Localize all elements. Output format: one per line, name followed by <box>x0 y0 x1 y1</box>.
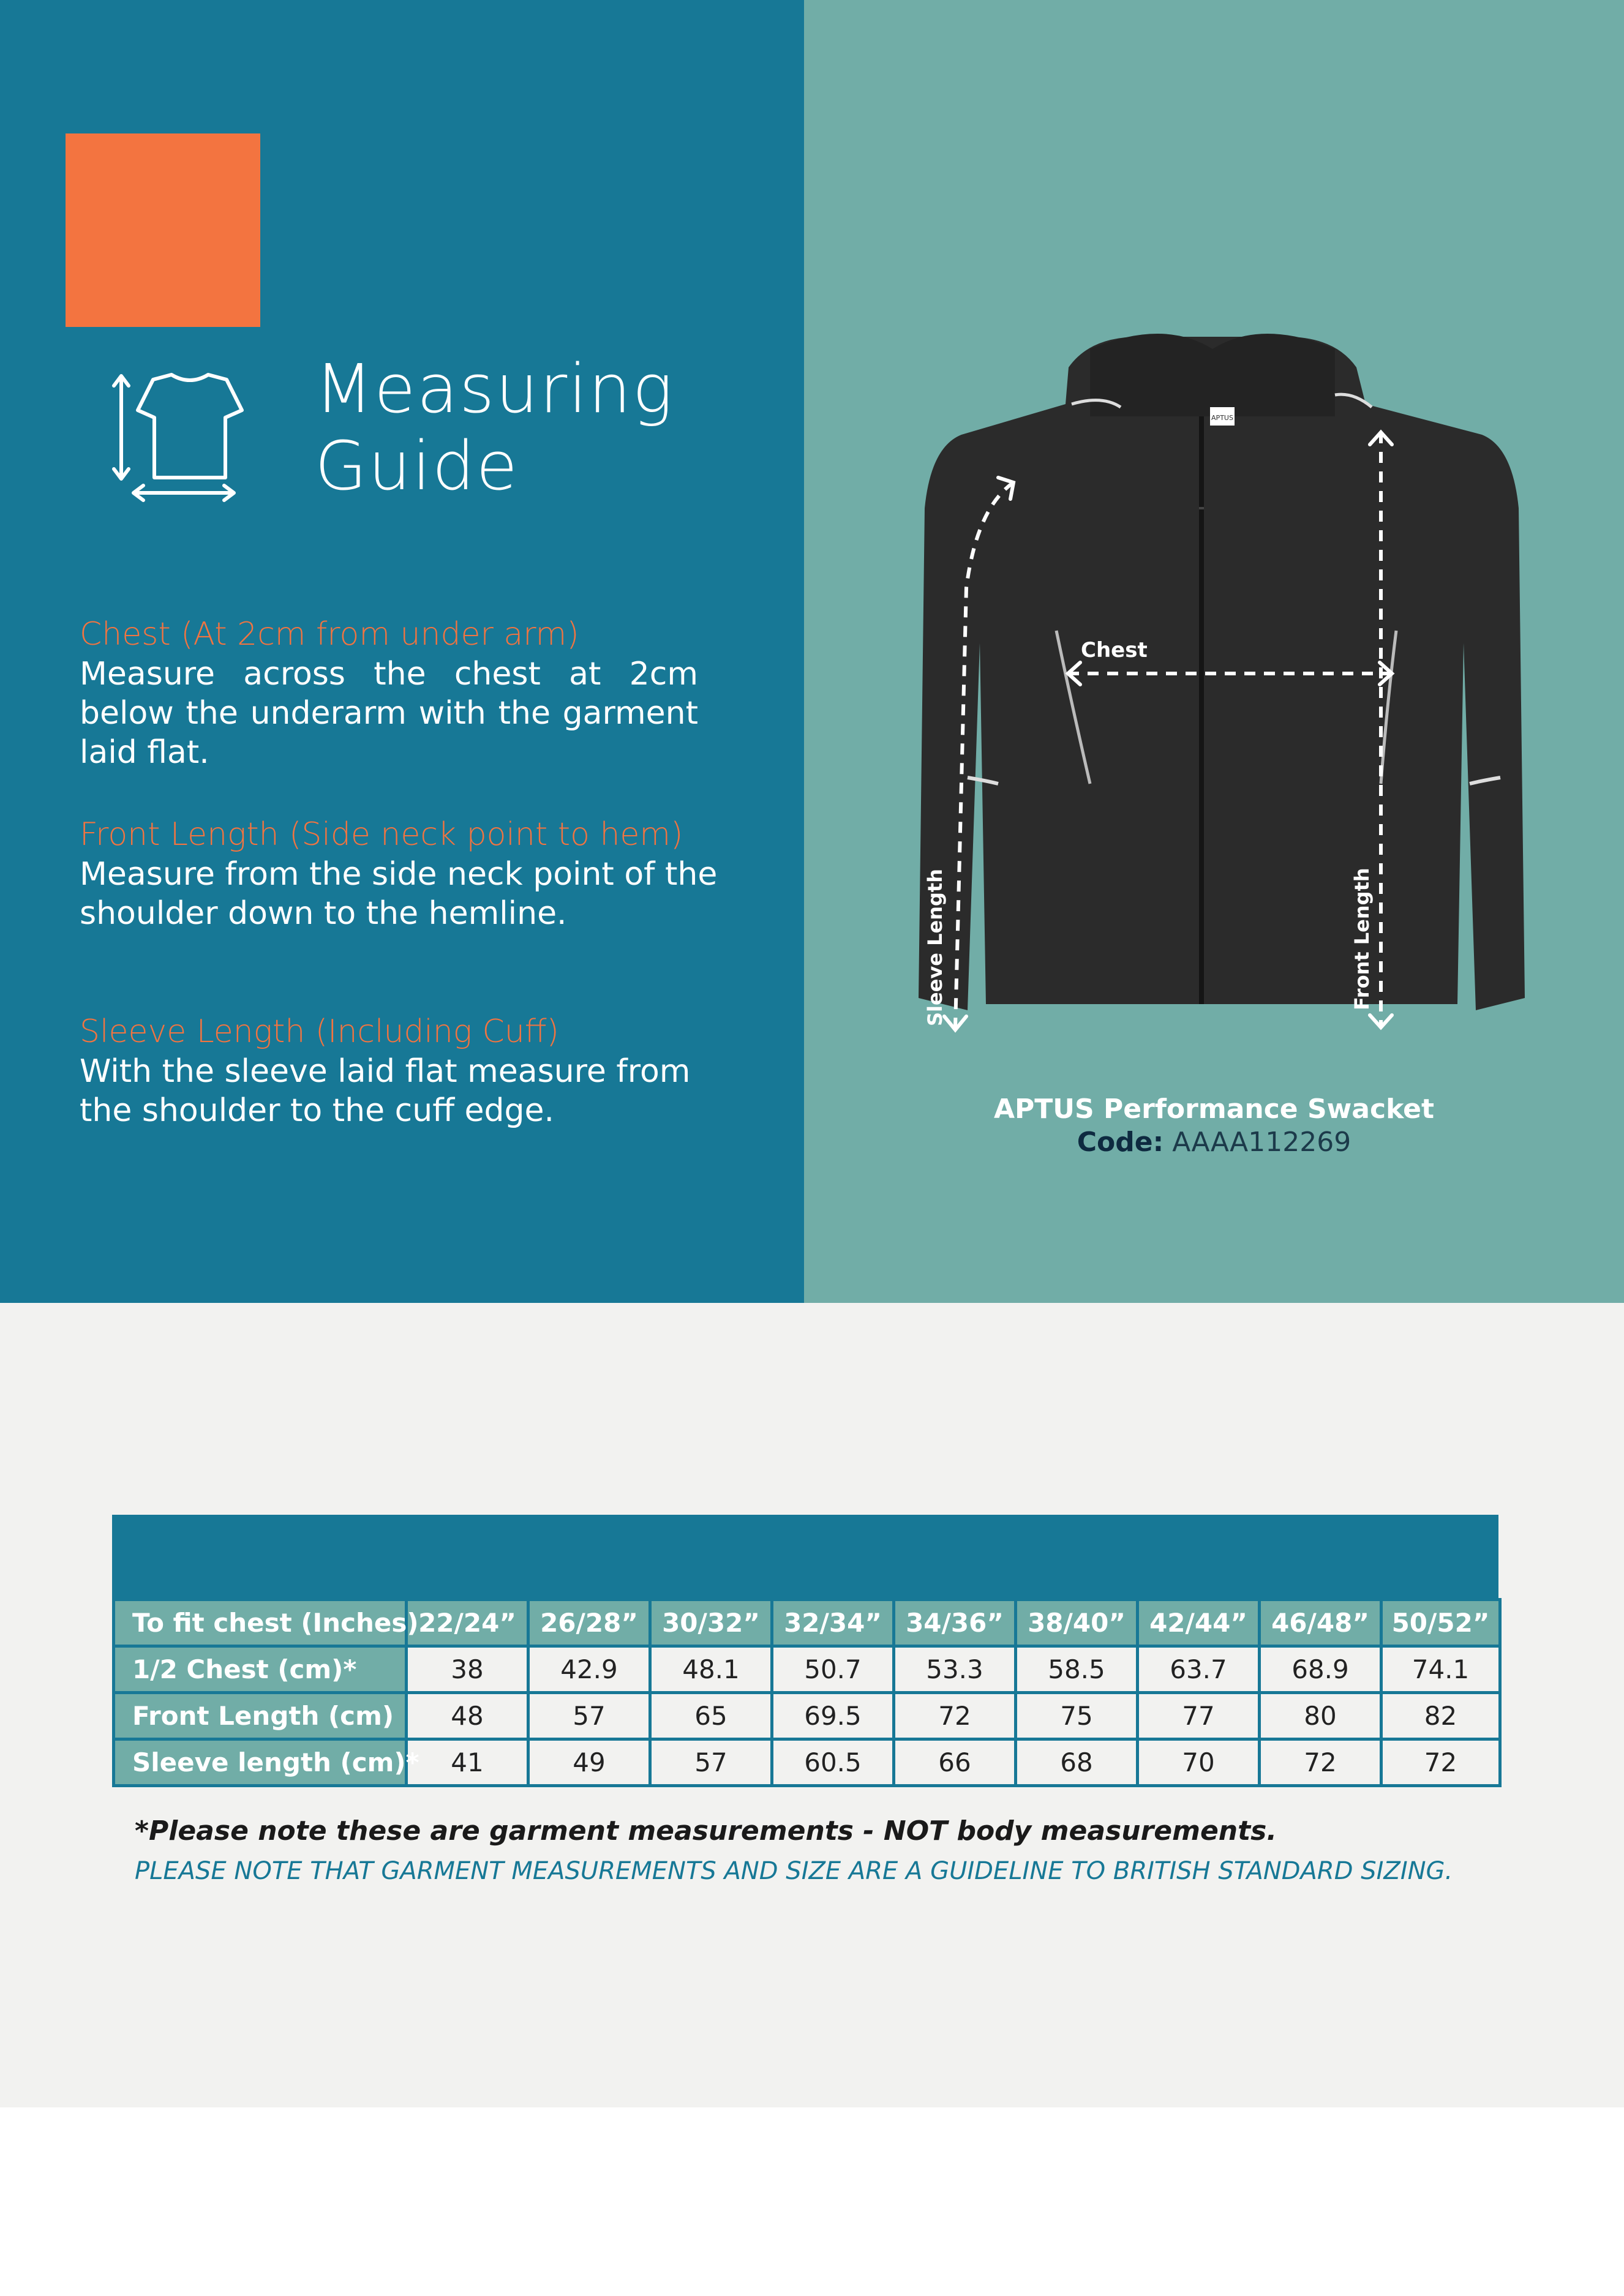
size-header-cell: 26/28” <box>528 1600 650 1646</box>
table-cell: 70 <box>1138 1739 1260 1786</box>
chest-description: Measure across the chest at 2cm below the underarm with the garment laid flat. <box>80 656 698 771</box>
size-header-cell: 22/24” <box>407 1600 528 1646</box>
product-code <box>804 1127 1624 1158</box>
table-cell: 77 <box>1138 1693 1260 1739</box>
table-cell: 60.5 <box>772 1739 894 1786</box>
table-cell: 50.7 <box>772 1646 894 1693</box>
table-cell: 48.1 <box>650 1646 772 1693</box>
size-header-cell: 46/48” <box>1260 1600 1382 1646</box>
table-row <box>114 1646 1500 1693</box>
garment-measurement-note: *Please note these are garment measurements - NOT body measurements. <box>135 1815 1277 1847</box>
tshirt-measure-icon <box>110 367 245 502</box>
table-cell: 53.3 <box>894 1646 1016 1693</box>
row-label: Front Length (cm) <box>114 1693 407 1739</box>
size-chart-table <box>112 1598 1502 1787</box>
sleeve-length-section <box>80 1011 729 1130</box>
jacket-measurement-diagram <box>906 325 1525 1059</box>
size-header-cell: 42/44” <box>1138 1600 1260 1646</box>
table-cell: 41 <box>407 1739 528 1786</box>
chest-heading: Chest (At 2cm from under arm) <box>80 616 579 653</box>
size-header-row <box>114 1600 1500 1646</box>
table-cell: 69.5 <box>772 1693 894 1739</box>
page-title: Measuring Guide <box>315 350 674 505</box>
table-cell: 63.7 <box>1138 1646 1260 1693</box>
product-name: APTUS Performance Swacket <box>993 1094 1435 1125</box>
table-cell: 82 <box>1382 1693 1500 1739</box>
table-cell: 72 <box>1260 1739 1382 1786</box>
table-cell: 66 <box>894 1739 1016 1786</box>
table-cell: 49 <box>528 1739 650 1786</box>
size-header-cell: 32/34” <box>772 1600 894 1646</box>
sleeve-length-heading: Sleeve Length (Including Cuff) <box>80 1013 559 1050</box>
front-length-description: Measure from the side neck point of the shoulder down to the hemline. <box>80 856 718 932</box>
table-cell: 80 <box>1260 1693 1382 1739</box>
size-header-cell: 30/32” <box>650 1600 772 1646</box>
brand-accent-square <box>66 133 260 327</box>
table-row <box>114 1693 1500 1739</box>
chest-diagram-label: Chest <box>1081 638 1148 662</box>
table-cell: 68.9 <box>1260 1646 1382 1693</box>
size-header-cell: 50/52” <box>1382 1600 1500 1646</box>
table-cell: 72 <box>894 1693 1016 1739</box>
table-cell: 42.9 <box>528 1646 650 1693</box>
row-label: 1/2 Chest (cm)* <box>114 1646 407 1693</box>
table-cell: 38 <box>407 1646 528 1693</box>
size-header-cell: 38/40” <box>1016 1600 1138 1646</box>
table-cell: 57 <box>650 1739 772 1786</box>
chest-section <box>80 614 729 772</box>
jacket-tag: APTUS <box>1211 414 1233 422</box>
jacket-illustration <box>919 334 1525 1010</box>
table-cell: 65 <box>650 1693 772 1739</box>
table-cell: 68 <box>1016 1739 1138 1786</box>
front-length-diagram-label: Front Length <box>1350 868 1374 1010</box>
sleeve-length-diagram-label: Sleeve Length <box>923 869 947 1026</box>
table-cell: 57 <box>528 1693 650 1739</box>
table-cell: 48 <box>407 1693 528 1739</box>
front-length-heading: Front Length (Side neck point to hem) <box>80 816 683 853</box>
table-cell: 72 <box>1382 1739 1500 1786</box>
sizing-guideline-note: PLEASE NOTE THAT GARMENT MEASUREMENTS AND SIZE ARE A GUIDELINE TO BRITISH STANDARD SIZING. <box>135 1857 1453 1885</box>
table-cell: 58.5 <box>1016 1646 1138 1693</box>
sleeve-length-description: With the sleeve laid flat measure from the shoulder to the cuff edge. <box>80 1053 691 1129</box>
product-code-value: AAAA112269 <box>1172 1127 1351 1158</box>
table-row <box>114 1739 1500 1786</box>
table-cell: 75 <box>1016 1693 1138 1739</box>
front-length-section <box>80 814 729 933</box>
table-cell: 74.1 <box>1382 1646 1500 1693</box>
size-header-label: To fit chest (Inches) <box>114 1600 407 1646</box>
row-label: Sleeve length (cm)* <box>114 1739 407 1786</box>
size-table-header-bar <box>112 1515 1498 1598</box>
size-header-cell: 34/36” <box>894 1600 1016 1646</box>
product-code-label: Code: <box>1077 1127 1164 1158</box>
